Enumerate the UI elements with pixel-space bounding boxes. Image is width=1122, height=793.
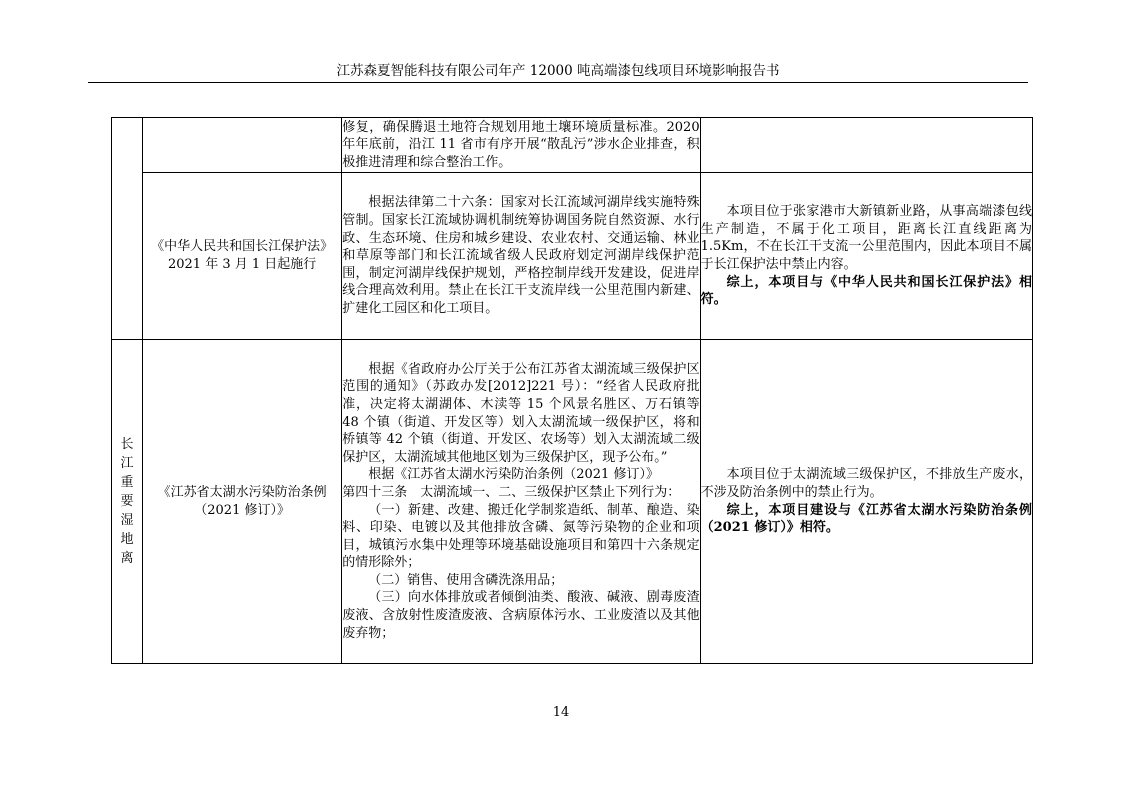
category-cell bbox=[112, 340, 143, 664]
content-paragraph: （二）销售、使用含磷洗涤用品； bbox=[368, 572, 564, 588]
analysis-cell bbox=[700, 173, 1032, 340]
law-cell: 《中华人民共和国长江保护法》2021 年 3 月 1 日起施行 bbox=[143, 173, 342, 340]
law-cell bbox=[143, 118, 342, 173]
content-paragraph: 修复，确保腾退土地符合规划用地土壤环境质量标准。2020 年年底前，沿江 11 省市有序开展“散乱污”涉水企业排查，积极推进清理和综合整治工作。 bbox=[342, 119, 700, 170]
table-row bbox=[112, 340, 1033, 664]
table-row bbox=[112, 118, 1033, 173]
content-paragraph: 根据法律第二十六条：国家对长江流域河湖岸线实施特殊管制。国家长江流域协调机制统筹协调国务院自然资源、水行政、生态环境、住房和城乡建设、农业农村、交通运输、林业和草原等部门和长江流域省级人民政府划定河湖岸线保护范围，制定河湖岸线保护规划，严格控制岸线开发建设，促进岸线合理高效利用。禁止在长江干支流岸线一公里范围内新建、扩建化工园区和化工项目。 bbox=[342, 195, 700, 316]
page-number: 14 bbox=[552, 705, 570, 720]
content-paragraph: （三）向水体排放或者倾倒油类、酸液、碱液、剧毒废渣废液、含放射性废渣废液、含病原体污水、工业废渣以及其他废弃物； bbox=[342, 590, 700, 641]
content-paragraph: 根据《省政府办公厅关于公布江苏省太湖流域三级保护区范围的通知》（苏政办发[2012]221 号）：“经省人民政府批准，决定将太湖湖体、木渎等 15 个风景名胜区、万石镇等 48 个镇（街道、开发区等）划入太湖流域一级保护区，将和桥镇等 42 个镇（街道、开发区、农场等）划入太湖流域二级保护区，太湖流域其他地区划为三级保护区，现予公布。” bbox=[342, 361, 700, 465]
content-paragraph: 根据《江苏省太湖水污染防治条例（2021 修订）》 bbox=[368, 467, 659, 483]
analysis-paragraph: 本项目位于张家港市大新镇新业路，从事高端漆包线生产制造，不属于化工项目，距离长江直线距离为 1.5Km，不在长江干支流一公里范围内，因此本项目不属于长江保护法中禁止内容。 bbox=[700, 204, 1032, 272]
content-cell bbox=[342, 173, 700, 340]
law-cell: 《江苏省太湖水污染防治条例（2021 修订）》 bbox=[143, 340, 342, 664]
header-divider bbox=[88, 82, 1028, 83]
analysis-paragraph: 本项目位于太湖流域三级保护区，不排放生产废水，不涉及防治条例中的禁止行为。 bbox=[700, 467, 1032, 500]
content-cell bbox=[342, 340, 700, 664]
category-label: 长江重要湿地离 bbox=[120, 437, 134, 566]
content-cell bbox=[342, 118, 700, 173]
analysis-cell bbox=[700, 340, 1032, 664]
content-paragraph: （一）新建、改建、搬迁化学制浆造纸、制革、酿造、染料、印染、电镀以及其他排放含磷、氮等污染物的企业和项目，城镇污水集中处理等环境基础设施项目和第四十六条规定的情形除外； bbox=[342, 502, 700, 571]
category-cell-continued bbox=[112, 118, 143, 340]
page-header-title: 江苏森夏智能科技有限公司年产 12000 吨高端漆包线项目环境影响报告书 bbox=[336, 63, 780, 79]
analysis-cell bbox=[700, 118, 1032, 173]
regulation-compliance-table bbox=[111, 117, 1033, 664]
conclusion-text: 综上，本项目建设与《江苏省太湖水污染防治条例（2021 修订）》相符。 bbox=[700, 502, 1032, 536]
conclusion-text: 综上，本项目与《中华人民共和国长江保护法》相符。 bbox=[700, 274, 1032, 308]
content-paragraph: 第四十三条 太湖流域一、二、三级保护区禁止下列行为： bbox=[342, 484, 681, 500]
table-row bbox=[112, 173, 1033, 340]
